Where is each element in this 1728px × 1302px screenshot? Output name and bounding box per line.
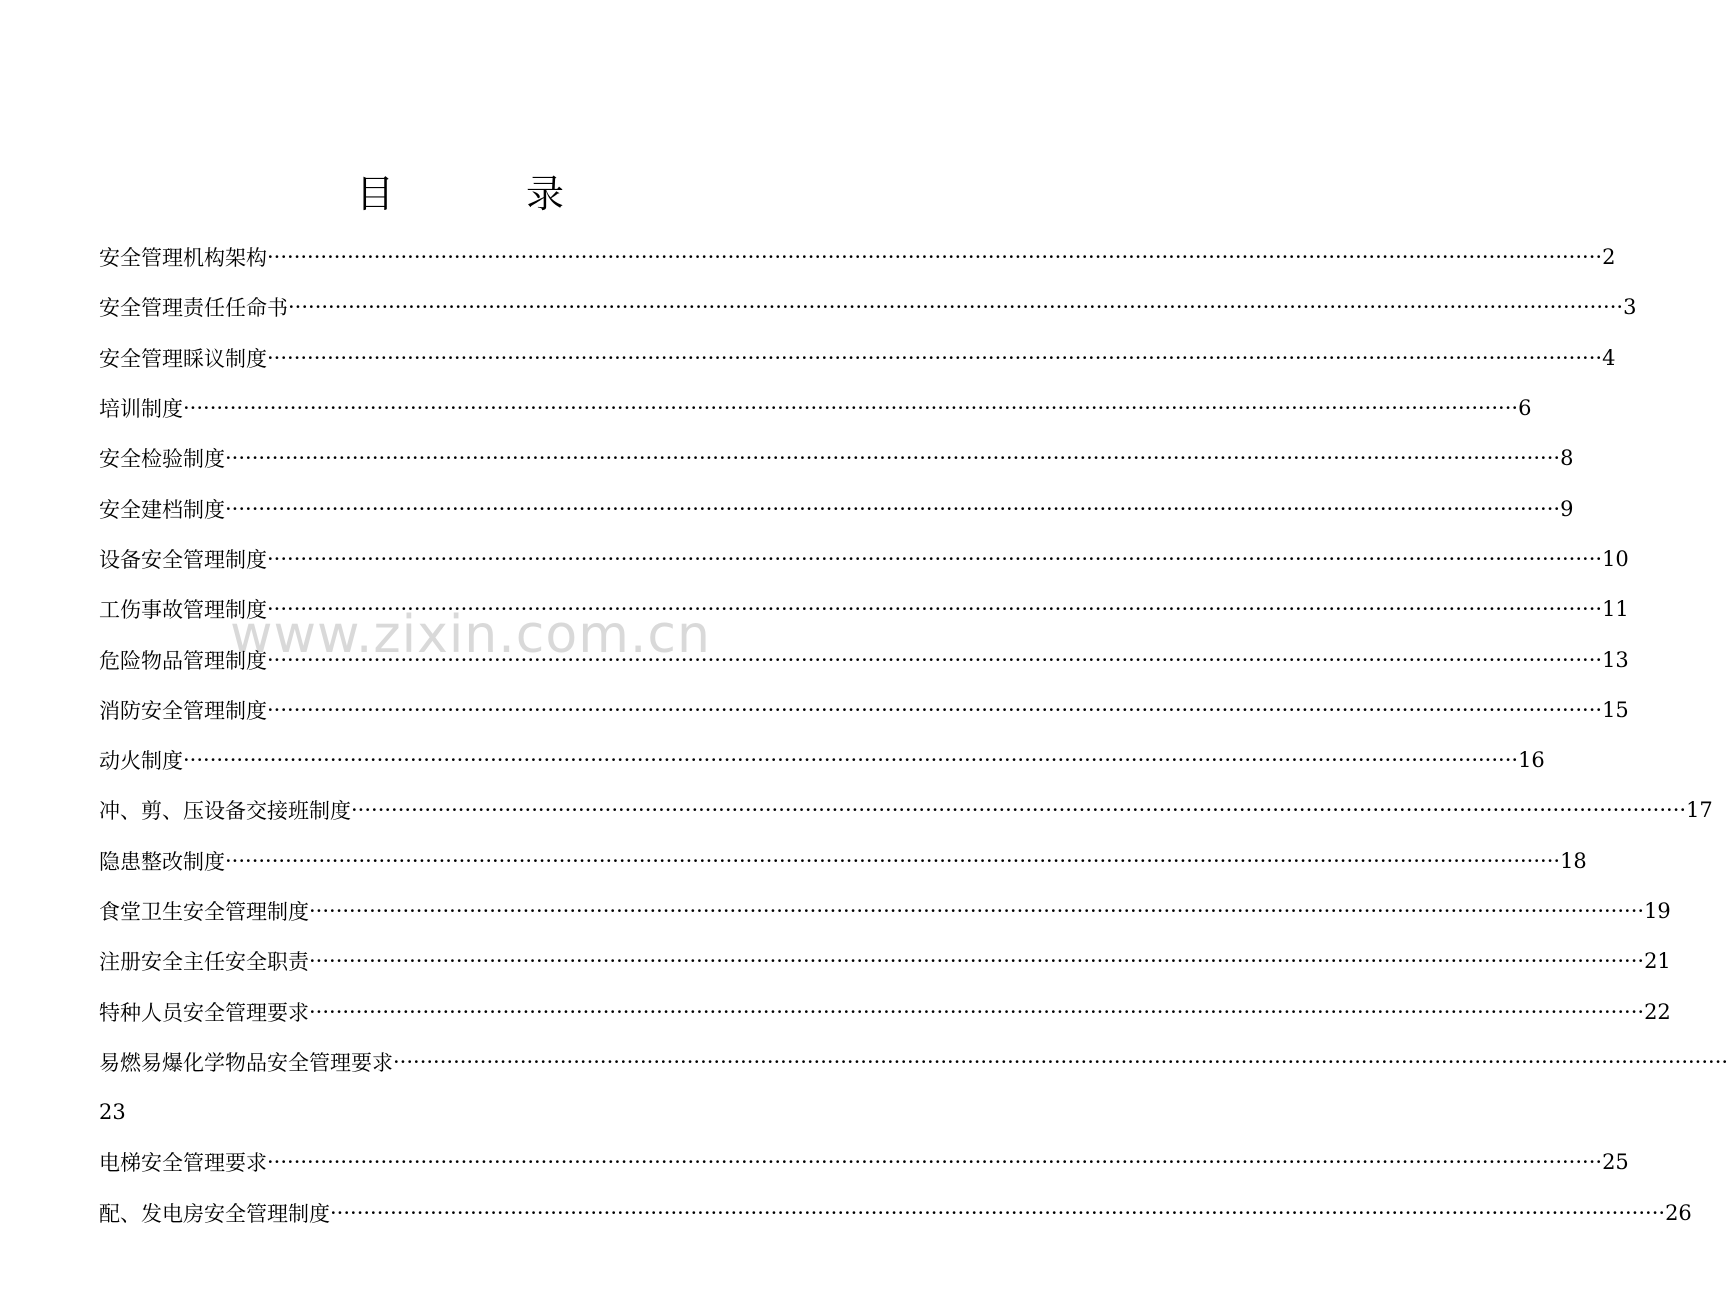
toc-entry-title: 安全建档制度 [99,497,225,522]
toc-leader-dots: ········································································································································································································ [309,999,1645,1024]
toc-entry[interactable] [99,534,1629,584]
toc-entry[interactable] [99,735,1545,785]
toc-entry-title: 设备安全管理制度 [99,547,267,572]
toc-entry-page: 11 [1602,597,1629,622]
toc-entry-title: 消防安全管理制度 [99,698,267,723]
toc-leader-dots: ········································································································································································································ [183,396,1519,421]
toc-entry[interactable] [99,483,1574,533]
toc-entry-title: 注册安全主任安全职责 [99,950,309,975]
toc-entry[interactable] [99,232,1616,282]
toc-entry-title: 隐患整改制度 [99,849,225,874]
toc-entry-page: 26 [1665,1200,1692,1225]
toc-entry[interactable] [99,836,1587,886]
toc-leader-dots: ········································································································································································································ [267,245,1603,270]
toc-entry-page: 10 [1602,546,1629,571]
toc-entry[interactable] [99,936,1671,986]
toc-entry-page: 9 [1560,496,1574,521]
toc-entry-page: 4 [1602,345,1616,370]
toc-entry[interactable] [99,584,1629,634]
toc-entry[interactable] [99,986,1671,1036]
page-title: 目 录 [355,172,625,216]
toc-leader-dots: ········································································································································································································ [225,848,1561,873]
toc-entry-page: 21 [1644,949,1671,974]
toc-entry[interactable] [99,1188,1692,1238]
toc-entry-page: 3 [1623,295,1637,320]
toc-entry[interactable] [99,1137,1629,1187]
toc-entry-page: 25 [1602,1150,1629,1175]
toc-entry-title: 培训制度 [99,397,183,422]
toc-leader-dots: ········································································································································································································ [267,345,1603,370]
toc-leader-dots: ········································································································································································································ [183,748,1519,773]
toc-entry-title: 配、发电房安全管理制度 [99,1201,330,1226]
toc-entry-page: 17 [1686,798,1713,823]
toc-leader-dots: ········································································································································································································ [267,697,1603,722]
toc-leader-dots: ········································································································································································································ [288,295,1624,320]
toc-leader-dots: ········································································································································································································ [267,597,1603,622]
toc-leader-dots: ········································································································································································································ [225,496,1561,521]
watermark: www.zixin.com.cn [230,605,711,665]
toc-entry-page: 6 [1518,396,1532,421]
toc-entry[interactable] [99,282,1637,332]
toc-entry-title: 特种人员安全管理要求 [99,1000,309,1025]
toc-entry[interactable] [99,685,1629,735]
toc-leader-dots: ········································································································································································································ [225,446,1561,471]
toc-entry-title: 易燃易爆化学物品安全管理要求 [99,1050,393,1075]
toc-entry[interactable] [99,886,1671,936]
toc-leader-dots: ········································································································································································································ [267,546,1603,571]
toc-leader-dots: ········································································································································································································ [393,1049,1728,1074]
toc-entry-page: 19 [1644,899,1671,923]
toc-leader-dots: ········································································································································································································ [267,1150,1603,1175]
toc-entry-page: 8 [1560,446,1574,471]
toc-entry[interactable] [99,433,1574,483]
toc-leader-dots: ········································································································································································································ [309,899,1645,923]
toc-entry-page: 15 [1602,697,1629,722]
toc-entry-page: 18 [1560,848,1587,873]
toc-entry[interactable] [99,383,1532,433]
toc-entry-title: 危险物品管理制度 [99,648,267,673]
toc-entry-title: 安全管理责任任命书 [99,296,288,321]
toc-entry[interactable] [99,634,1629,684]
toc-entry-title: 动火制度 [99,749,183,774]
toc-leader-dots: ········································································································································································································ [267,647,1603,672]
toc-entry-page: 22 [1644,999,1671,1024]
toc-entry[interactable] [99,785,1713,835]
toc-entry-title: 安全管理机构架构 [99,246,267,271]
toc-entry[interactable] [99,333,1616,383]
toc-entry-page: 16 [1518,748,1545,773]
toc-entry-title: 电梯安全管理要求 [99,1151,267,1176]
toc-entry-title: 安全检验制度 [99,447,225,472]
toc-entry[interactable] [99,1037,1728,1087]
toc-entry-title: 食堂卫生安全管理制度 [99,900,309,924]
table-of-contents [99,232,1728,1238]
toc-entry-title: 工伤事故管理制度 [99,598,267,623]
toc-leader-dots: ········································································································································································································ [309,949,1645,974]
toc-entry-page-wrapped: 23 [99,1100,126,1125]
toc-entry-continuation[interactable] [99,1087,835,1137]
toc-entry-title: 安全管理睬议制度 [99,346,267,371]
toc-leader-dots: ········································································································································································································ [330,1200,1666,1225]
toc-entry-page: 13 [1602,647,1629,672]
toc-entry-page: 2 [1602,245,1616,270]
toc-leader-dots: ········································································································································································································ [351,798,1687,823]
toc-entry-title: 冲、剪、压设备交接班制度 [99,799,351,824]
